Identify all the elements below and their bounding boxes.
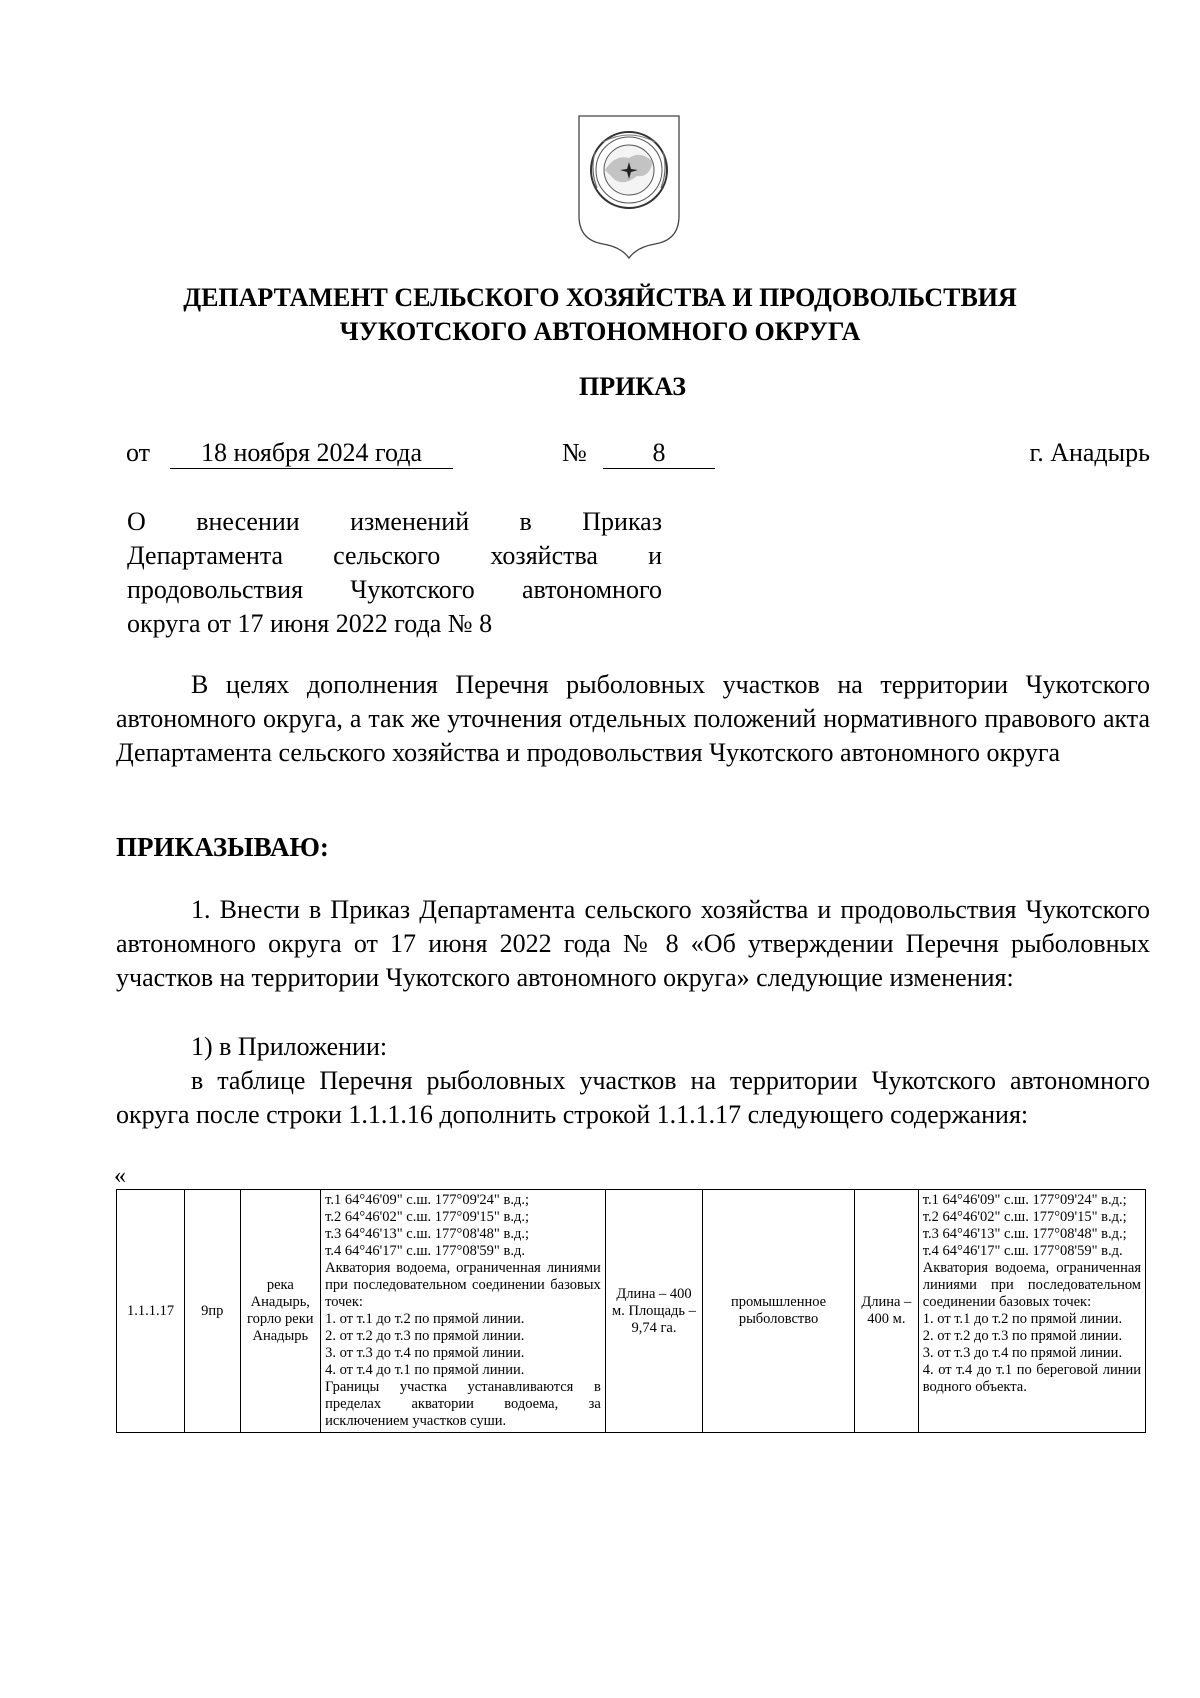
cell-purpose: промышленное рыболовство (703, 1190, 855, 1433)
cell-code: 9пр (185, 1190, 240, 1433)
cell-boundaries-coast (918, 1190, 1145, 1433)
boundary-line: Акватория водоема, ограниченная линиями при последовательном соединении базовых точек: (325, 1260, 601, 1310)
boundary-line: 4. от т.4 до т.1 по береговой линии водного объекта. (922, 1362, 1141, 1395)
table-row (117, 1190, 1146, 1433)
department-name-line1: ДЕПАРТАМЕНТ СЕЛЬСКОГО ХОЗЯЙСТВА И ПРОДОВОЛЬСТВИЯ (183, 283, 1017, 312)
cell-length: Длина – 400 м. (854, 1190, 918, 1433)
boundary-line: т.3 64°46'13" с.ш. 177°08'48" в.д.; (325, 1226, 529, 1242)
document-type-title: ПРИКАЗ (578, 372, 687, 401)
fishing-sites-table (116, 1189, 1146, 1433)
item-1-1-paragraph (116, 1030, 1150, 1064)
document-subject (127, 505, 662, 641)
date-from-label: от (126, 438, 151, 467)
boundary-line: т.2 64°46'02" с.ш. 177°09'15" в.д.; (325, 1209, 529, 1225)
boundary-line: Границы участка устанавливаются в пределах акватории водоема, за исключением участков суши. (325, 1379, 601, 1429)
city: г. Анадырь (1029, 438, 1150, 467)
subject-line: Департамента сельского хозяйства и (127, 541, 662, 570)
cell-row-number: 1.1.1.17 (117, 1190, 185, 1433)
opening-quote: « (114, 1163, 126, 1189)
boundary-line: 1. от т.1 до т.2 по прямой линии. (325, 1311, 525, 1327)
department-header (0, 281, 1200, 349)
coat-of-arms-emblem (575, 112, 683, 262)
cell-water-body: река Анадырь, горло реки Анадырь (240, 1190, 321, 1433)
item-1-paragraph (116, 893, 1150, 995)
number-field: 8 (603, 438, 715, 469)
boundary-line: т.2 64°46'02" с.ш. 177°09'15" в.д.; (922, 1209, 1127, 1225)
preamble-paragraph (116, 668, 1150, 770)
number-label: № (562, 438, 587, 467)
date-field: 18 ноября 2024 года (170, 438, 453, 469)
boundary-line: т.4 64°46'17" с.ш. 177°08'59" в.д. (922, 1243, 1123, 1259)
boundary-line: т.4 64°46'17" с.ш. 177°08'59" в.д. (325, 1243, 525, 1259)
boundary-line: т.1 64°46'09" с.ш. 177°09'24" в.д.; (922, 1192, 1127, 1208)
boundary-line: 4. от т.4 до т.1 по прямой линии. (325, 1362, 525, 1378)
subject-line: О внесении изменений в Приказ (127, 507, 662, 536)
coat-of-arms-icon (575, 112, 683, 262)
item-1-2-text: в таблице Перечня рыболовных участков на территории Чукотского автономного округа после строки 1.1.1.16 дополнить строкой 1.1.1.17 следующего содержания: (116, 1066, 1150, 1129)
boundary-line: т.3 64°46'13" с.ш. 177°08'48" в.д.; (922, 1226, 1127, 1242)
item-1-text: 1. Внести в Приказ Департамента сельского хозяйства и продовольствия Чукотского автономного округа от 17 июня 2022 года № 8 «Об утверждении Перечня рыболовных участков на территории Чукотского автономного округа» следующие изменения: (116, 895, 1150, 992)
boundary-line: 2. от т.2 до т.3 по прямой линии. (922, 1328, 1123, 1344)
department-name-line2: ЧУКОТСКОГО АВТОНОМНОГО ОКРУГА (339, 317, 861, 346)
preamble-text: В целях дополнения Перечня рыболовных участков на территории Чукотского автономного округа, а так же уточнения отдельных положений нормативного правового акта Департамента сельского хозяйства и продовольствия Чукотского автономного округа (116, 670, 1150, 767)
cell-size: Длина – 400 м. Площадь – 9,74 га. (605, 1190, 702, 1433)
item-1-2-paragraph (116, 1064, 1150, 1132)
item-1-1-text: 1) в Приложении: (191, 1032, 388, 1061)
subject-line: продовольствия Чукотского автономного (127, 575, 662, 604)
order-heading: ПРИКАЗЫВАЮ: (116, 832, 329, 862)
boundary-line: 3. от т.3 до т.4 по прямой линии. (325, 1345, 525, 1361)
boundary-line: 2. от т.2 до т.3 по прямой линии. (325, 1328, 525, 1344)
cell-boundaries (321, 1190, 606, 1433)
boundary-line: 3. от т.3 до т.4 по прямой линии. (922, 1345, 1123, 1361)
subject-line: округа от 17 июня 2022 года № 8 (127, 609, 493, 638)
boundary-line: т.1 64°46'09" с.ш. 177°09'24" в.д.; (325, 1192, 529, 1208)
boundary-line: Акватория водоема, ограниченная линиями при последовательном соединении базовых точек: (922, 1260, 1141, 1310)
boundary-line: 1. от т.1 до т.2 по прямой линии. (922, 1311, 1123, 1327)
